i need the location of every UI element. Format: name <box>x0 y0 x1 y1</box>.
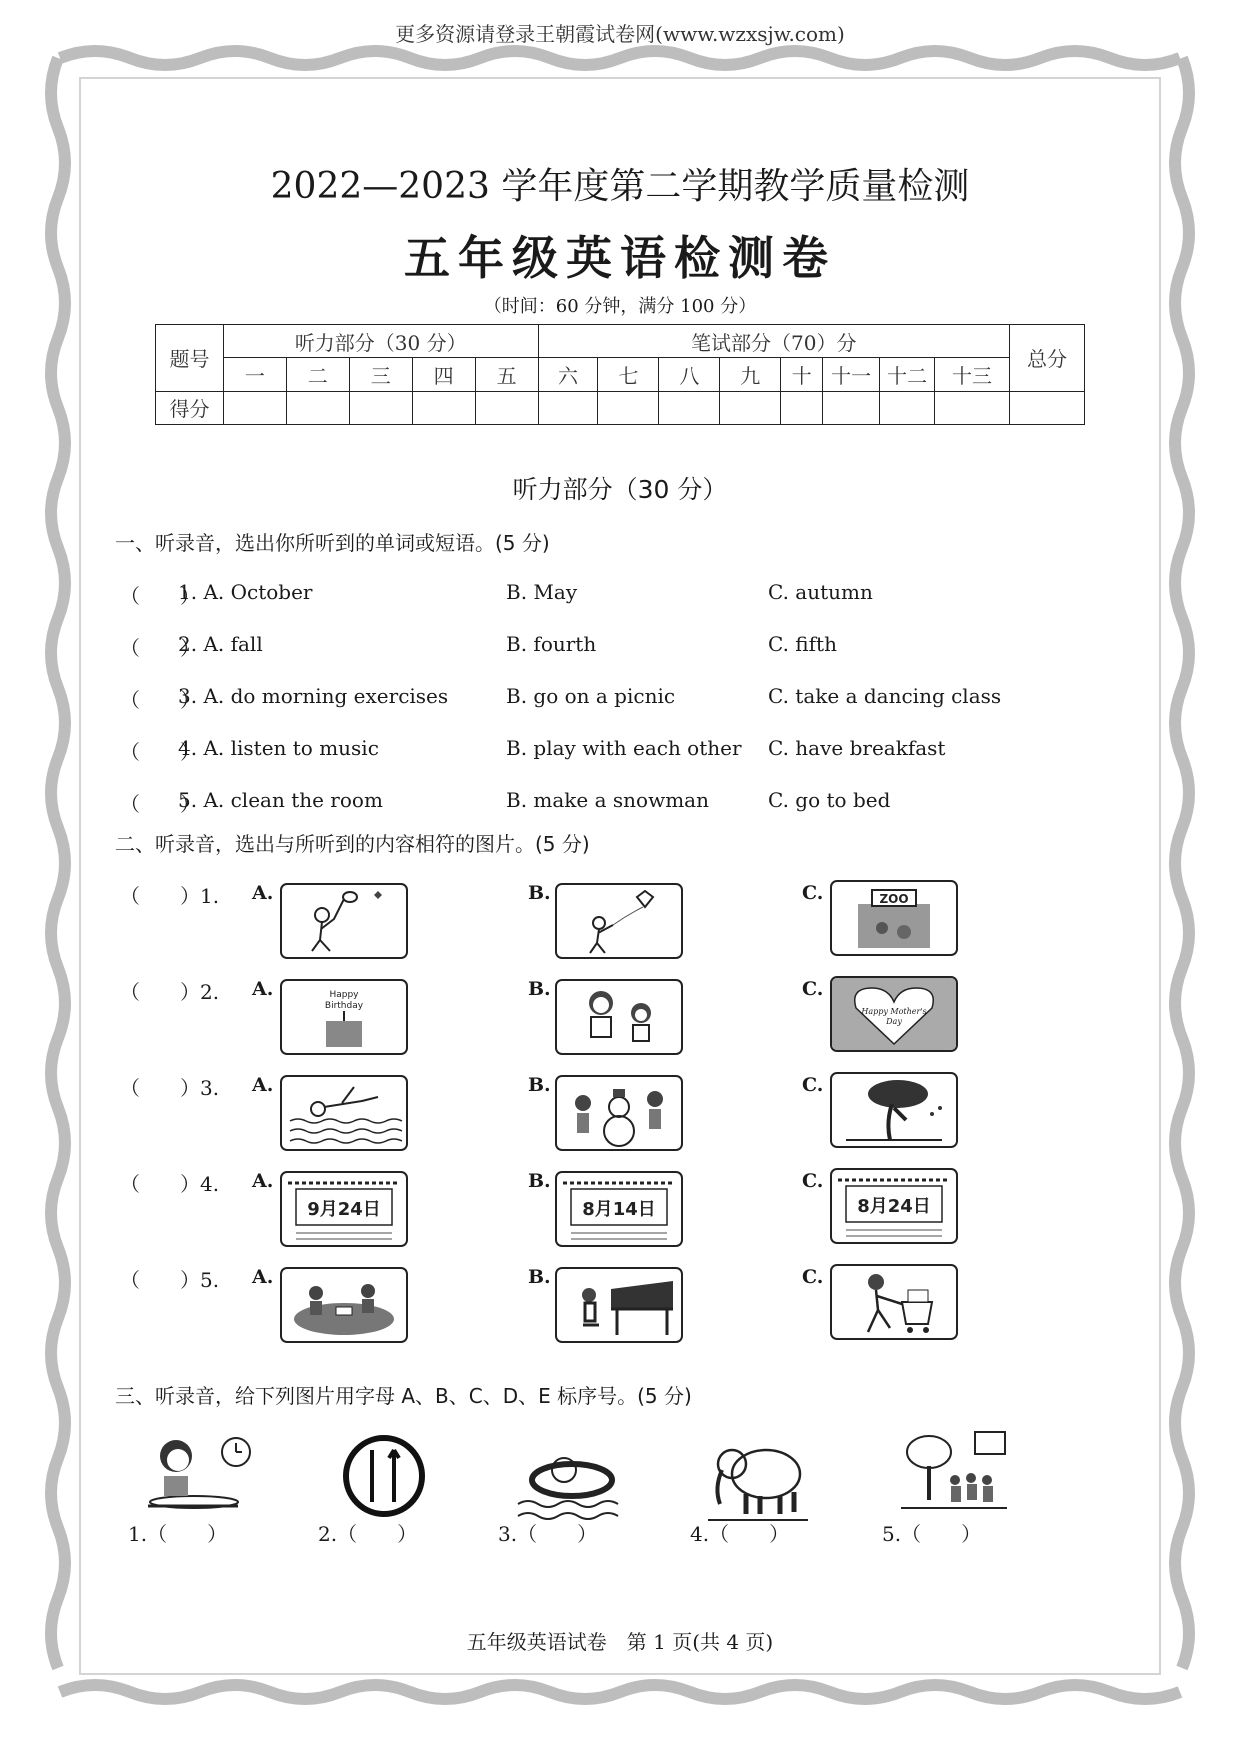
question-row <box>120 632 1120 662</box>
option-b-label: B. <box>528 882 551 904</box>
col-label: 十 <box>781 358 823 391</box>
option-b: B. May <box>506 580 578 604</box>
option-c-label: C. <box>802 882 824 904</box>
score-label: 得分 <box>156 391 224 424</box>
picture-question <box>120 880 1120 960</box>
total-label: 总分 <box>1009 325 1084 392</box>
score-cell[interactable] <box>286 391 349 424</box>
exam-title: 2022—2023 学年度第二学期教学质量检测 <box>270 166 970 207</box>
happy-text: Happy <box>329 990 359 1000</box>
score-cell[interactable] <box>880 391 935 424</box>
flying-kite-picture[interactable] <box>555 883 683 959</box>
col-label: 七 <box>598 358 659 391</box>
option-b-label: B. <box>528 1074 551 1096</box>
option-a-label: A. <box>252 882 274 904</box>
option-b: B. fourth <box>506 632 597 656</box>
option-c: C. take a dancing class <box>768 684 1002 708</box>
option-a: 5. A. clean the room <box>178 788 383 812</box>
score-cell[interactable] <box>935 391 1010 424</box>
col-label: 十一 <box>823 358 880 391</box>
answer-blank[interactable]: （ ） <box>120 792 200 816</box>
option-c: C. autumn <box>768 580 873 604</box>
calendar-date: 9月24日 <box>307 1199 381 1220</box>
question-row <box>120 788 1120 818</box>
swimming-ring-picture[interactable] <box>510 1428 626 1528</box>
answer-blank[interactable]: 4.（ ） <box>690 1522 790 1546</box>
option-c-label: C. <box>802 1266 824 1288</box>
mothers-day-card-picture[interactable] <box>830 976 958 1052</box>
mothers-day-text: Happy Mother's <box>861 1007 927 1016</box>
zoo-sign: ZOO <box>879 892 909 906</box>
option-c: C. have breakfast <box>768 736 946 760</box>
swimming-picture[interactable] <box>280 1075 408 1151</box>
answer-blank[interactable]: （ ） <box>120 584 200 608</box>
item-label: 题号 <box>156 325 224 392</box>
time-note: （时间：60 分钟，满分 100 分） <box>483 296 757 317</box>
no-entry-sign-picture[interactable] <box>326 1428 442 1528</box>
part2-heading: 二、听录音，选出与所听到的内容相符的图片。(5 分) <box>115 832 590 856</box>
question-row <box>120 580 1120 610</box>
answer-blank[interactable]: （ ）4. <box>120 1172 220 1196</box>
option-a: 3. A. do morning exercises <box>178 684 449 708</box>
score-cell[interactable] <box>475 391 538 424</box>
option-a-label: A. <box>252 1170 274 1192</box>
score-cell[interactable] <box>538 391 598 424</box>
col-label: 十三 <box>935 358 1010 391</box>
elephant-picture[interactable] <box>700 1428 816 1528</box>
col-label: 四 <box>412 358 475 391</box>
listening-section-title: 听力部分（30 分） <box>512 475 728 504</box>
option-a-label: A. <box>252 1266 274 1288</box>
picture-question <box>120 976 1120 1056</box>
exam-subtitle: 五年级英语检测卷 <box>404 231 836 285</box>
shopping-picture[interactable] <box>830 1264 958 1340</box>
col-label: 九 <box>720 358 781 391</box>
option-c-label: C. <box>802 1074 824 1096</box>
answer-blank[interactable]: 5.（ ） <box>882 1522 982 1546</box>
answer-blank[interactable]: 3.（ ） <box>498 1522 598 1546</box>
answer-blank[interactable]: （ ）2. <box>120 980 220 1004</box>
answer-blank[interactable]: （ ） <box>120 636 200 660</box>
option-c-label: C. <box>802 1170 824 1192</box>
page-footer: 五年级英语试卷 第 1 页(共 4 页) <box>466 1630 774 1654</box>
calendar-picture[interactable] <box>555 1171 683 1247</box>
score-table <box>155 324 1085 425</box>
part1-heading: 一、听录音，选出你所听到的单词或短语。(5 分) <box>115 531 550 555</box>
answer-blank[interactable]: （ ）5. <box>120 1268 220 1292</box>
option-b-label: B. <box>528 1170 551 1192</box>
score-cell[interactable] <box>823 391 880 424</box>
zoo-gate-picture[interactable] <box>830 880 958 956</box>
answer-blank[interactable]: （ ）1. <box>120 884 220 908</box>
part3-heading: 三、听录音，给下列图片用字母 A、B、C、D、E 标序号。(5 分) <box>115 1384 692 1408</box>
day-text: Day <box>886 1017 902 1026</box>
col-label: 三 <box>349 358 412 391</box>
question-row <box>120 736 1120 766</box>
windy-tree-picture[interactable] <box>830 1072 958 1148</box>
option-a: 4. A. listen to music <box>178 736 379 760</box>
calendar-date: 8月24日 <box>857 1196 931 1217</box>
listening-group: 听力部分（30 分） <box>223 325 538 358</box>
two-girls-picture[interactable] <box>555 979 683 1055</box>
option-c-label: C. <box>802 978 824 1000</box>
option-a-label: A. <box>252 1074 274 1096</box>
question-row <box>120 684 1120 714</box>
score-cell[interactable] <box>659 391 720 424</box>
option-c: C. go to bed <box>768 788 891 812</box>
answer-blank[interactable]: 2.（ ） <box>318 1522 418 1546</box>
option-a-label: A. <box>252 978 274 1000</box>
col-label: 五 <box>475 358 538 391</box>
score-cell[interactable] <box>720 391 781 424</box>
col-label: 二 <box>286 358 349 391</box>
score-cell[interactable] <box>223 391 286 424</box>
option-b-label: B. <box>528 1266 551 1288</box>
option-a: 1. A. October <box>178 580 313 604</box>
option-b: B. play with each other <box>506 736 742 760</box>
score-cell[interactable] <box>412 391 475 424</box>
butterfly-catching-picture[interactable] <box>280 883 408 959</box>
option-c: C. fifth <box>768 632 837 656</box>
calendar-picture[interactable] <box>830 1168 958 1244</box>
score-cell[interactable] <box>781 391 823 424</box>
playing-piano-picture[interactable] <box>555 1267 683 1343</box>
col-label: 八 <box>659 358 720 391</box>
col-label: 十二 <box>880 358 935 391</box>
picnic-picture[interactable] <box>280 1267 408 1343</box>
answer-blank[interactable]: （ ）3. <box>120 1076 220 1100</box>
website-note: 更多资源请登录王朝霞试卷网(www.wzxsjw.com) <box>395 22 845 46</box>
total-score-cell[interactable] <box>1009 391 1084 424</box>
option-b: B. go on a picnic <box>506 684 676 708</box>
option-b: B. make a snowman <box>506 788 709 812</box>
written-group: 笔试部分（70）分 <box>538 325 1009 358</box>
calendar-date: 8月14日 <box>582 1199 656 1220</box>
col-label: 六 <box>538 358 598 391</box>
answer-blank[interactable]: （ ） <box>120 740 200 764</box>
col-label: 一 <box>223 358 286 391</box>
score-cell[interactable] <box>598 391 659 424</box>
picture-question <box>120 1264 1120 1344</box>
birthday-card-picture[interactable] <box>280 979 408 1055</box>
breakfast-clock-picture[interactable] <box>140 1428 256 1528</box>
calendar-picture[interactable] <box>280 1171 408 1247</box>
answer-blank[interactable]: 1.（ ） <box>128 1522 228 1546</box>
option-a: 2. A. fall <box>178 632 263 656</box>
children-tree-calendar-picture[interactable] <box>895 1428 1011 1528</box>
score-cell[interactable] <box>349 391 412 424</box>
birthday-text: Birthday <box>324 1001 364 1011</box>
answer-blank[interactable]: （ ） <box>120 688 200 712</box>
snowman-picture[interactable] <box>555 1075 683 1151</box>
picture-question <box>120 1072 1120 1152</box>
picture-question <box>120 1168 1120 1248</box>
option-b-label: B. <box>528 978 551 1000</box>
